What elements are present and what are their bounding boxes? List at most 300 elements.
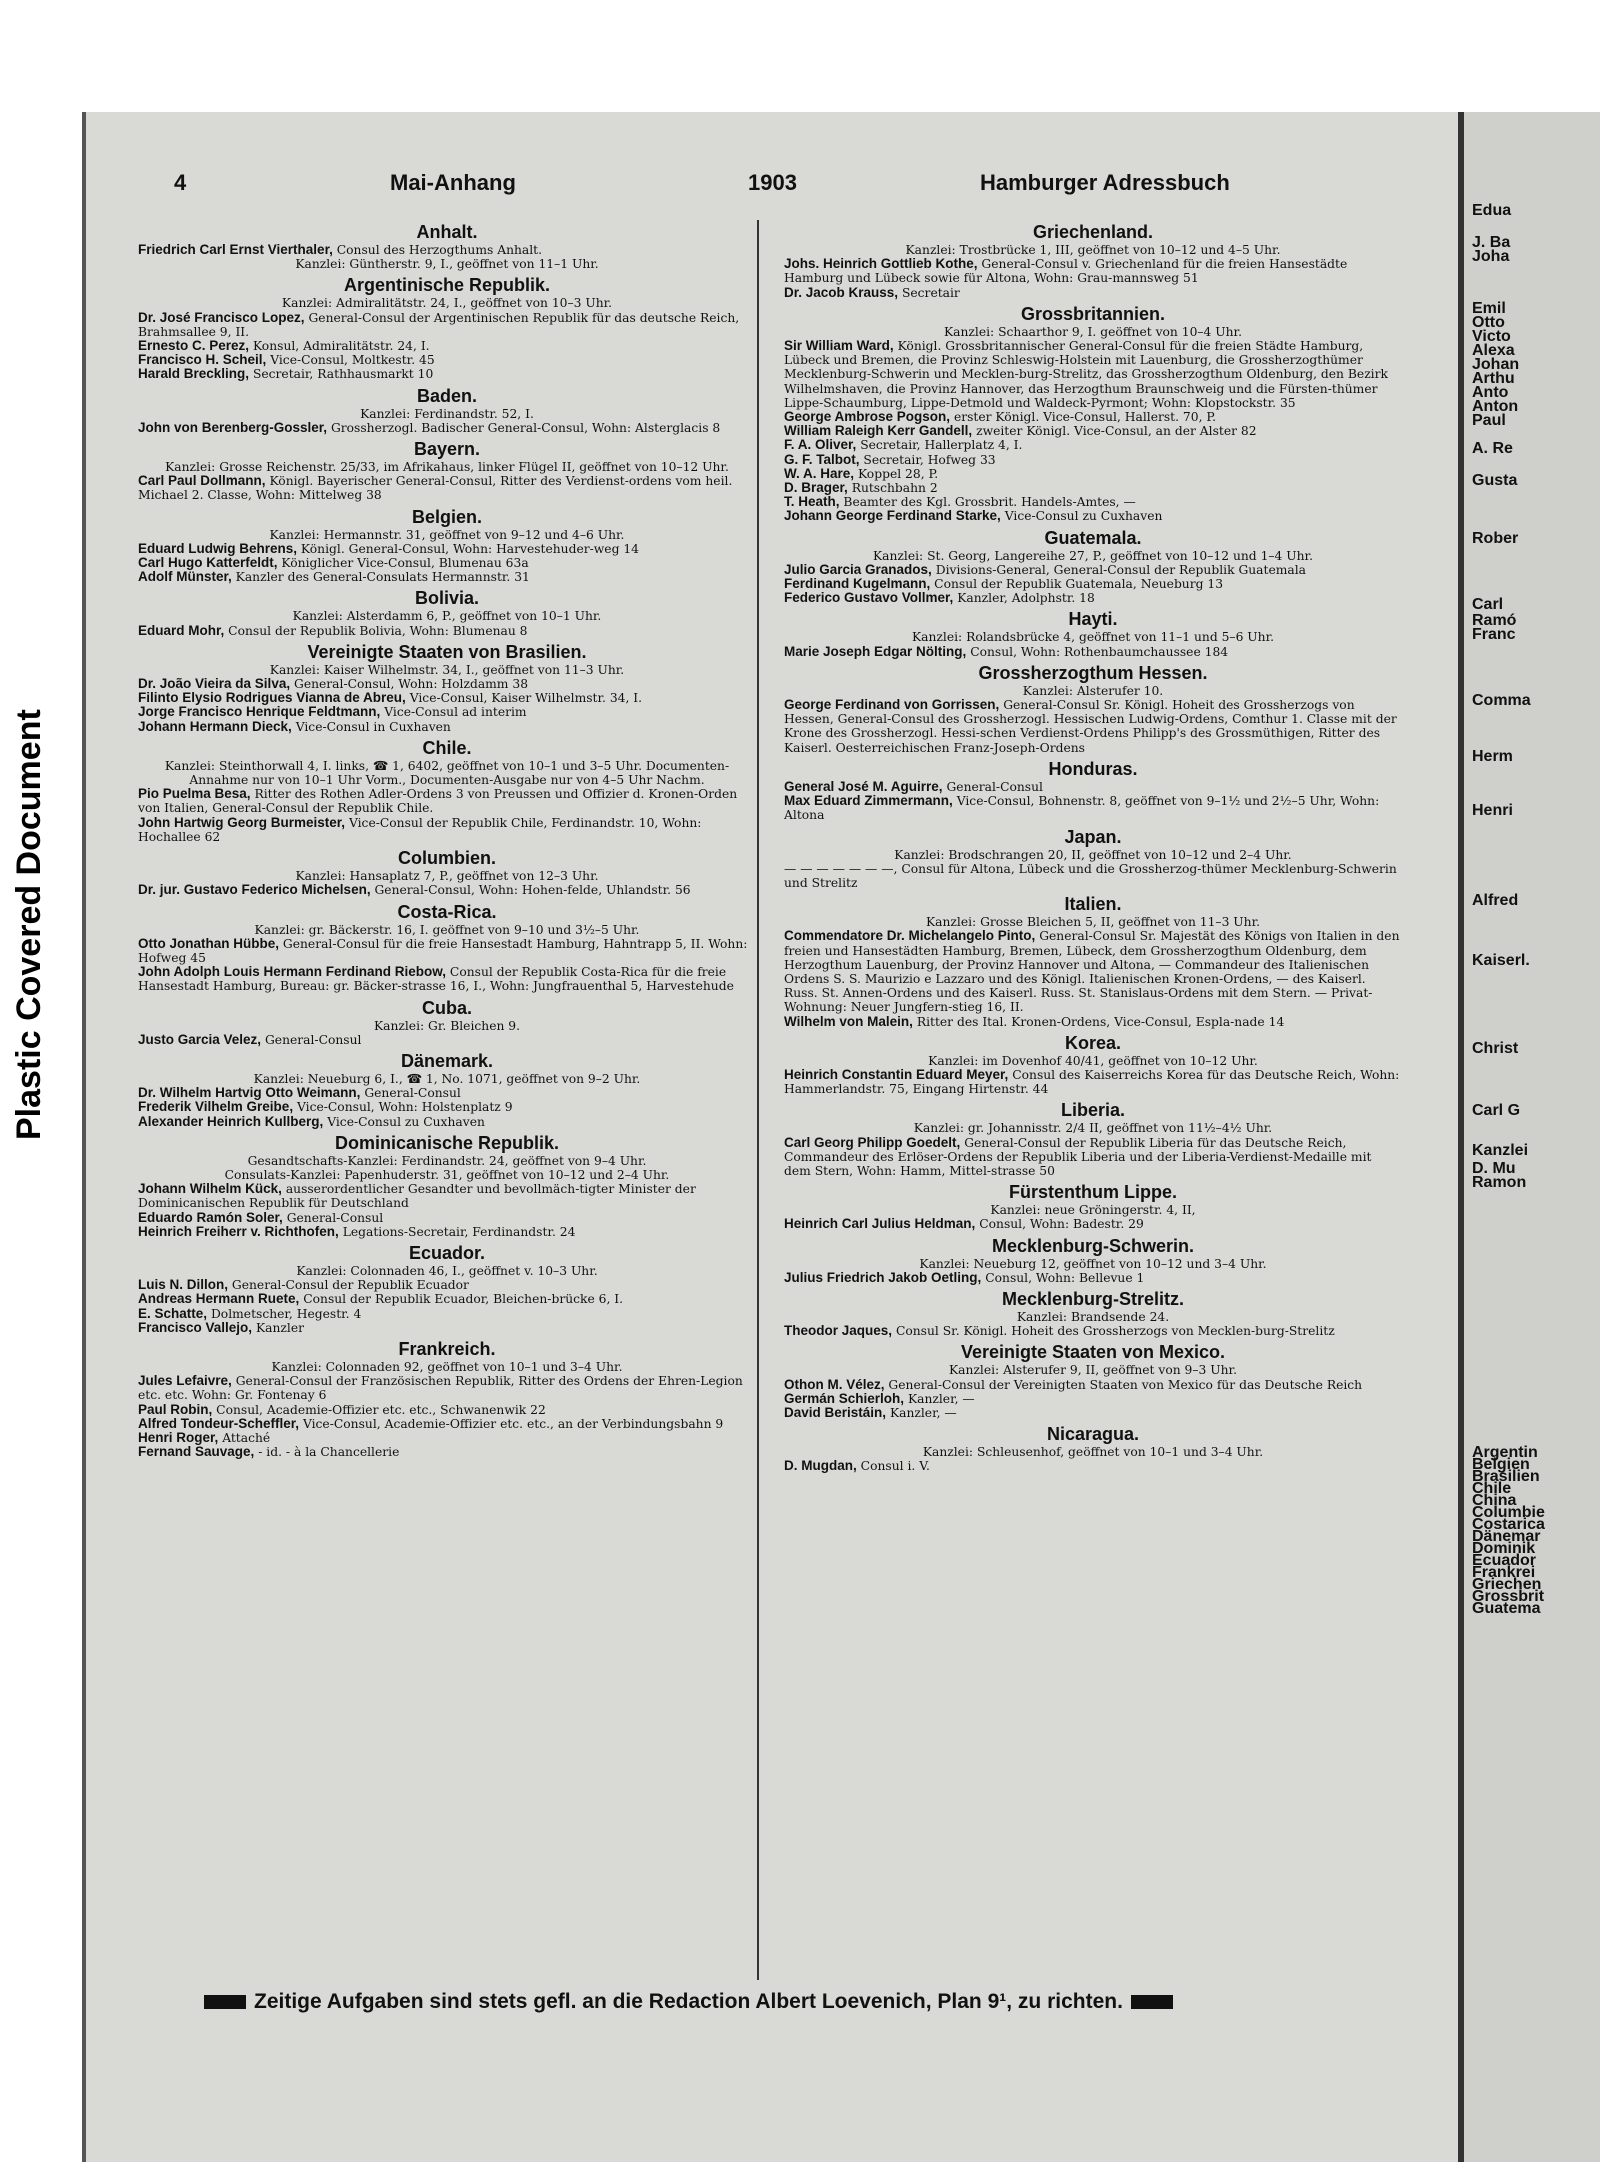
person-name: D. Mugdan, <box>784 1458 857 1474</box>
entry-details: General-Consul, Wohn: Hohen-felde, Uhlandstr. 56 <box>370 883 691 898</box>
entry-details: General-Consul <box>942 779 1043 794</box>
person-name: George Ambrose Pogson, <box>784 409 951 425</box>
adjacent-page-fragment: Belgien <box>1472 1456 1530 1473</box>
person-name: Jules Lefaivre, <box>138 1373 232 1389</box>
consul-entry <box>784 1217 1402 1231</box>
consul-entry <box>138 1445 756 1459</box>
adjacent-page-fragment: Guatema <box>1472 1600 1541 1617</box>
adjacent-page-fragment: Ramó <box>1472 612 1517 629</box>
entry-details: Consul, Academie-Offizier etc. etc., Schwanenwik 22 <box>212 1402 546 1417</box>
person-name: Max Eduard Zimmermann, <box>784 793 953 809</box>
adjacent-page-fragment: Grossbrit <box>1472 1588 1545 1605</box>
consul-entry <box>138 1307 756 1321</box>
adjacent-page-fragment: Alexa <box>1472 342 1515 359</box>
entry-details: Secretair, Hofweg 33 <box>859 452 996 467</box>
office-line: Kanzlei: im Dovenhof 40/41, geöffnet von 10–12 Uhr. <box>928 1053 1258 1068</box>
entry-details: zweiter Königl. Vice-Consul, an der Alster 82 <box>972 424 1257 439</box>
consul-entry <box>784 698 1402 755</box>
consul-entry <box>784 467 1402 481</box>
adjacent-page-fragment: Chile <box>1472 1480 1512 1497</box>
adjacent-page-fragment: Dänemar <box>1472 1528 1541 1545</box>
adjacent-page-fragment: Columbie <box>1472 1504 1545 1521</box>
person-name: Eduardo Ramón Soler, <box>138 1209 283 1225</box>
adjacent-page-fragment: Rober <box>1472 530 1519 547</box>
consul-entry <box>138 1033 756 1047</box>
person-name: Alexander Heinrich Kullberg, <box>138 1113 324 1129</box>
person-name: Julius Friedrich Jakob Oetling, <box>784 1269 982 1285</box>
person-name: Germán Schierloh, <box>784 1390 905 1406</box>
footer-text: Zeitige Aufgaben sind stets gefl. an die Redaction Albert Loevenich, Plan 9¹, zu richten. <box>254 1990 1123 2013</box>
adjacent-page-fragment: A. Re <box>1472 440 1513 457</box>
entry-details: Consul des Herzogthums Anhalt. <box>332 243 543 257</box>
office-line: Kanzlei: Colonnaden 46, I., geöffnet v. 10–3 Uhr. <box>296 1263 598 1278</box>
entry-details: General-Consul <box>360 1086 461 1101</box>
person-name: Johs. Heinrich Gottlieb Kothe, <box>784 256 978 272</box>
country-heading: Vereinigte Staaten von Mexico. <box>960 1342 1226 1363</box>
entry-details: Consul, Wohn: Rothenbaumchaussee 184 <box>966 644 1229 659</box>
person-name: Eduard Mohr, <box>138 622 225 638</box>
entry-details: Vice-Consul der Republik Chile, Ferdinandstr. 10, Wohn: Hochallee 62 <box>138 815 702 844</box>
person-name: Dr. jur. Gustavo Federico Michelsen, <box>138 882 371 898</box>
person-name: Jorge Francisco Henrique Feldtmann, <box>138 704 381 720</box>
person-name: Filinto Elysio Rodrigues Vianna de Abreu, <box>138 690 406 706</box>
office-line: Kanzlei: Alsterufer 10. <box>1022 683 1164 698</box>
person-name: T. Heath, <box>784 494 840 510</box>
person-name: Paul Robin, <box>138 1401 213 1417</box>
person-name: D. Brager, <box>784 480 848 496</box>
adjacent-page-fragment: Arthu <box>1472 370 1515 387</box>
entry-details: Vice-Consul, Bohnenstr. 8, geöffnet von 9–1½ und 2½–5 Uhr, Wohn: Altona <box>784 794 1380 823</box>
country-heading: Griechenland. <box>1032 222 1154 242</box>
person-name: Henri Roger, <box>138 1429 219 1445</box>
person-name: Sir William Ward, <box>784 338 894 354</box>
office-line: Kanzlei: Trostbrücke 1, III, geöffnet von 10–12 und 4–5 Uhr. <box>905 243 1281 257</box>
sidebar-label <box>0 0 70 2177</box>
adjacent-page-fragment: Johan <box>1472 356 1520 373</box>
person-name: Othon M. Vélez, <box>784 1376 885 1392</box>
adjacent-page-fragment: J. Ba <box>1472 234 1511 251</box>
person-name: Luis N. Dillon, <box>138 1277 228 1293</box>
column-divider <box>757 220 759 1980</box>
person-name: Heinrich Freiherr v. Richthofen, <box>138 1223 339 1239</box>
entry-details: Vice-Consul zu Cuxhaven <box>323 1114 485 1129</box>
consul-entry <box>784 1015 1402 1029</box>
consul-entry <box>138 243 756 257</box>
person-name: Ferdinand Kugelmann, <box>784 576 931 592</box>
person-name: E. Schatte, <box>138 1305 208 1321</box>
consul-entry <box>138 1321 756 1335</box>
plastic-covered-label: Plastic Covered Document <box>10 709 48 1140</box>
entry-details: Consul i. V. <box>856 1459 930 1474</box>
consul-entry <box>784 481 1402 495</box>
person-name: John Hartwig Georg Burmeister, <box>138 814 346 830</box>
consul-entry <box>784 1459 1402 1473</box>
consul-entry <box>138 937 756 965</box>
person-name: Frederik Vilhelm Greibe, <box>138 1099 294 1115</box>
entry-details: — — — — — — —, Consul für Altona, Lübeck und die Grossherzog-thümer Mecklenburg-Schwerin und Strelitz <box>784 861 1397 890</box>
office-line: Kanzlei: Neueburg 6, I., ☎ 1, No. 1071, geöffnet von 9–2 Uhr. <box>253 1071 641 1086</box>
country-heading: Guatemala. <box>1044 527 1142 548</box>
consul-entry <box>138 1292 756 1306</box>
consul-entry <box>784 410 1402 424</box>
entry-details: - id. - à la Chancellerie <box>254 1445 400 1460</box>
office-line: Kanzlei: Alsterufer 9, II, geöffnet von 9–3 Uhr. <box>949 1363 1237 1378</box>
consul-entry <box>784 563 1402 577</box>
entry-details: Vice-Consul, Kaiser Wilhelmstr. 34, I. <box>405 691 643 706</box>
consul-entry <box>784 286 1402 300</box>
consul-entry <box>138 542 756 556</box>
year: 1903 <box>748 170 797 195</box>
consul-entry <box>784 794 1402 822</box>
adjacent-page-strip <box>1458 112 1600 2162</box>
adjacent-page-fragment: Anton <box>1472 398 1519 415</box>
country-heading: Mecklenburg-Strelitz. <box>1001 1288 1185 1309</box>
person-name: Theodor Jaques, <box>784 1323 893 1339</box>
entry-details: Rutschbahn 2 <box>847 481 938 496</box>
entry-details: General-Consul v. Griechenland für die freien Hansestädte Hamburg und Lübeck sowie für Altona, Wohn: Grau-mannsweg 51 <box>784 257 1348 286</box>
person-name: Carl Paul Dollmann, <box>138 473 266 489</box>
adjacent-page-fragment: Joha <box>1472 248 1510 265</box>
country-heading: Ecuador. <box>408 1242 486 1263</box>
adjacent-page-fragment: Christ <box>1472 1040 1519 1057</box>
country-heading: Grossbritannien. <box>1020 303 1166 324</box>
person-name: William Raleigh Kerr Gandell, <box>784 423 973 439</box>
consul-entry <box>138 1225 756 1239</box>
office-line: Gesandtschafts-Kanzlei: Ferdinandstr. 24, geöffnet von 9–4 Uhr. <box>247 1153 647 1168</box>
consul-entry <box>784 509 1402 523</box>
entry-details: ausserordentlicher Gesandter und bevollmäch-tigter Minister der Dominicanischen Republik für Deutschland <box>138 1182 696 1211</box>
consul-entry <box>138 1211 756 1225</box>
consul-entry <box>138 1086 756 1100</box>
entry-details: General-Consul Sr. Königl. Hoheit des Grossherzogs von Hessen, General-Consul des Grossherzogl. Hessischen Ludwig-Ordens, Comthur 1. Classe mit der Krone des Grossherzogl. Hessi-schen Verdienst-Ordens Philipp's des Grossmüthigen, Ritter des Kaiserl. Oesterreichischen Franz-Joseph-Ordens <box>784 698 1397 755</box>
entry-details: Consul der Republik Guatemala, Neueburg 13 <box>930 577 1224 592</box>
office-line: Kanzlei: neue Gröningerstr. 4, II, <box>990 1203 1196 1218</box>
adjacent-page-fragment: D. Mu <box>1472 1160 1516 1177</box>
entry-details: Königl. Bayerischer General-Consul, Ritter des Verdienst-ordens vom heil. Michael 2. Classe, Wohn: Mittelweg 38 <box>138 474 733 503</box>
adjacent-page-fragment: Kanzlei <box>1472 1142 1529 1159</box>
person-name: Heinrich Constantin Eduard Meyer, <box>784 1066 1009 1082</box>
office-line: Kanzlei: Grosse Bleichen 5, II, geöffnet von 11–3 Uhr. <box>925 915 1261 930</box>
entry-details: Consul, Wohn: Badestr. 29 <box>975 1217 1144 1232</box>
consul-entry <box>138 677 756 691</box>
pointing-hand-icon <box>1131 1995 1173 2009</box>
office-line: Kanzlei: Brandsende 24. <box>1016 1309 1170 1324</box>
person-name: Otto Jonathan Hübbe, <box>138 935 279 951</box>
page-number: 4 <box>174 170 187 195</box>
entry-details: Königl. Grossbritannischer General-Consul für die freien Städte Hamburg, Lübeck und Bremen, die Provinz Schleswig-Holstein mit Lauenburg, die Grossherzogthümer Mecklenburg-Schwerin und Mecklen-burg-Strelitz, das Grossherzogthum Oldenburg, den Bezirk Wilhelmshaven, die Provinz Hannover, das Herzogthum Braunschweig und die Fürsten-thümer Lippe-Schaumburg, Lippe-Detmold und Waldeck-Pyrmont; Wohn: Klopstockstr. 35 <box>784 339 1388 410</box>
adjacent-page-fragment: Victo <box>1472 328 1511 345</box>
person-name: Justo Garcia Velez, <box>138 1031 262 1047</box>
consul-entry <box>784 1406 1402 1420</box>
pointing-hand-icon <box>204 1995 246 2009</box>
adjacent-page-fragment: Brasilien <box>1472 1468 1540 1485</box>
entry-details: Consul, Wohn: Bellevue 1 <box>981 1270 1145 1285</box>
consul-entry <box>138 883 756 897</box>
person-name: Heinrich Carl Julius Heldman, <box>784 1216 976 1232</box>
consul-entry <box>784 1271 1402 1285</box>
office-line: Kanzlei: Alsterdamm 6, P., geöffnet von 10–1 Uhr. <box>292 609 602 624</box>
consul-entry <box>784 577 1402 591</box>
person-name: W. A. Hare, <box>784 465 855 481</box>
country-heading: Bayern. <box>413 439 481 460</box>
entry-details: Secretair <box>898 285 960 300</box>
consul-entry <box>138 965 756 993</box>
entry-details: General-Consul <box>261 1032 362 1047</box>
person-name: Pio Puelma Besa, <box>138 786 251 802</box>
person-name: Francisco Vallejo, <box>138 1319 253 1335</box>
consul-entry <box>784 862 1402 890</box>
adjacent-page-fragment: Comma <box>1472 692 1531 709</box>
person-name: Dr. José Francisco Lopez, <box>138 309 305 325</box>
entry-details: General-Consul der Vereinigten Staaten von Mexico für das Deutsche Reich <box>884 1377 1363 1392</box>
adjacent-page-fragment: Paul <box>1472 412 1506 429</box>
office-line: Kanzlei: Hermannstr. 31, geöffnet von 9–12 und 4–6 Uhr. <box>269 527 625 542</box>
office-line: Kanzlei: Kaiser Wilhelmstr. 34, I., geöffnet von 11–3 Uhr. <box>269 662 625 677</box>
adjacent-page-fragment: Anto <box>1472 384 1509 401</box>
book-title: Hamburger Adressbuch <box>980 170 1230 195</box>
entry-details: Koppel 28, P. <box>854 466 939 481</box>
adjacent-page-fragment: Franc <box>1472 626 1516 643</box>
consul-entry <box>138 1431 756 1445</box>
consul-entry <box>138 624 756 638</box>
entry-details: Vice-Consul, Wohn: Holstenplatz 9 <box>293 1100 513 1115</box>
country-heading: Korea. <box>1064 1032 1122 1053</box>
office-line: Kanzlei: Steinthorwall 4, I. links, ☎ 1, 6402, geöffnet von 10–1 und 3–5 Uhr. Documenten-Annahme nur von 10–1 Uhr Vorm., Documenten-Ausgabe nur von 4–5 Uhr Nachm. <box>164 758 730 788</box>
person-name: General José M. Aguirre, <box>784 778 943 794</box>
country-heading: Costa-Rica. <box>397 901 497 922</box>
entry-details: General-Consul <box>282 1210 384 1225</box>
person-name: Eduard Ludwig Behrens, <box>138 540 298 556</box>
entry-details: Kanzler, — <box>886 1405 957 1420</box>
entry-details: Consul der Republik Ecuador, Bleichen-brücke 6, I. <box>299 1292 624 1307</box>
office-line: Kanzlei: Schleusenhof, geöffnet von 10–1 und 3–4 Uhr. <box>922 1445 1264 1460</box>
person-name: Alfred Tondeur-Scheffler, <box>138 1415 300 1431</box>
consul-entry <box>138 1417 756 1431</box>
office-line: Kanzlei: Colonnaden 92, geöffnet von 10–1 und 3–4 Uhr. <box>271 1359 623 1374</box>
consul-entry <box>138 367 756 381</box>
entry-details: Vice-Consul in Cuxhaven <box>291 719 451 734</box>
office-line: Kanzlei: Schaarthor 9, I. geöffnet von 10–4 Uhr. <box>943 324 1242 339</box>
consul-entry <box>784 339 1402 410</box>
consul-entry <box>138 705 756 719</box>
entry-details: Consul der Republik Costa-Rica für die freie Hansestadt Hamburg, Bureau: gr. Bäcker-strasse 16, I., Wohn: Jungfrauenthal 5, Harvestehude <box>138 965 734 994</box>
person-name: Andreas Hermann Ruete, <box>138 1291 300 1307</box>
entry-details: Königl. General-Consul, Wohn: Harvestehuder-weg 14 <box>297 541 640 556</box>
entry-details: General-Consul Sr. Majestät des Königs von Italien in den freien und Hansestädten Hamburg, Bremen, Lübeck, dem Grossherzogthum Oldenburg, dem Herzogthum Lauenburg, der Provinz Hannover und Altona, — Commandeur des Italienischen Ordens S. S. Maurizio e Lazzaro und des Königl. Italienischen Kronen-Ordens, — des Kaiserl. Russ. St. Annen-Ordens und des Kaiserl. Russ. St. Stanislaus-Ordens mit dem Stern. — Privat-Wohnung: Neuer Jungfern-stieg 16, II. <box>784 929 1400 1015</box>
country-heading: Cuba. <box>421 997 472 1018</box>
section-title: Mai-Anhang <box>390 170 516 195</box>
consul-entry <box>784 591 1402 605</box>
adjacent-page-fragment: Frankrei <box>1472 1564 1536 1581</box>
person-name: Friedrich Carl Ernst Vierthaler, <box>138 242 333 257</box>
entry-details: Secretair, Hallerplatz 4, I. <box>856 438 1023 453</box>
consul-entry <box>784 1378 1402 1392</box>
adjacent-page-fragment: Edua <box>1472 202 1512 219</box>
entry-details: Beamter des Kgl. Grossbrit. Handels-Amtes, — <box>839 495 1136 510</box>
person-name: John von Berenberg-Gossler, <box>138 419 328 435</box>
person-name: Commendatore Dr. Michelangelo Pinto, <box>784 928 1036 944</box>
person-name: Fernand Sauvage, <box>138 1444 255 1460</box>
country-heading: Italien. <box>1064 894 1122 915</box>
adjacent-page-fragment: Carl <box>1472 596 1504 613</box>
office-line: Kanzlei: St. Georg, Langereihe 27, P., geöffnet von 10–12 und 1–4 Uhr. <box>872 548 1313 563</box>
consul-entry <box>138 1182 756 1210</box>
consul-entry <box>138 1403 756 1417</box>
consul-entry <box>138 1374 756 1402</box>
consul-entry <box>784 929 1402 1014</box>
consul-entry <box>138 570 756 584</box>
entry-details: Vice-Consul, Academie-Offizier etc. etc., an der Verbindungsbahn 9 <box>299 1416 724 1431</box>
consul-entry <box>138 311 756 339</box>
country-heading: Dominicanische Republik. <box>334 1132 560 1153</box>
entry-details: General-Consul, Wohn: Holzdamm 38 <box>290 677 529 692</box>
country-heading: Dänemark. <box>400 1050 494 1071</box>
office-line: Kanzlei: Güntherstr. 9, I., geöffnet von 11–1 Uhr. <box>295 257 599 272</box>
entry-details: Vice-Consul zu Cuxhaven <box>1000 509 1163 524</box>
entry-details: General-Consul für die freie Hansestadt Hamburg, Hahntrapp 5, II. Wohn: Hofweg 45 <box>138 936 748 965</box>
person-name: Harald Breckling, <box>138 366 250 382</box>
country-heading: Columbien. <box>398 848 496 869</box>
adjacent-page-fragment: Kaiserl. <box>1472 952 1530 969</box>
person-name: Federico Gustavo Vollmer, <box>784 590 954 606</box>
right-column <box>784 218 1402 1474</box>
office-line: Kanzlei: Admiralitätstr. 24, I., geöffnet von 10–3 Uhr. <box>281 296 613 311</box>
adjacent-page-fragment: Dominik <box>1472 1540 1536 1557</box>
footer-notice <box>196 1990 1296 2014</box>
entry-details: Ritter des Rothen Adler-Ordens 3 von Preussen und Offizier d. Kronen-Orden von Italien, General-Consul der Republik Chile. <box>138 787 738 816</box>
adjacent-page-fragment: Alfred <box>1472 892 1519 909</box>
office-line: Kanzlei: Ferdinandstr. 52, I. <box>360 406 534 421</box>
person-name: F. A. Oliver, <box>784 437 857 453</box>
entry-details: Kanzler <box>252 1320 304 1335</box>
country-heading: Frankreich. <box>398 1338 496 1359</box>
country-heading: Japan. <box>1064 826 1122 847</box>
consul-entry <box>138 474 756 502</box>
consul-entry <box>138 691 756 705</box>
country-heading: Anhalt. <box>416 222 478 242</box>
country-heading: Liberia. <box>1060 1100 1126 1121</box>
entry-details: Kanzler des General-Consulats Hermannstr. 31 <box>231 570 530 585</box>
entry-details: Kanzler, Adolphstr. 18 <box>953 591 1095 606</box>
person-name: Francisco H. Scheil, <box>138 352 267 368</box>
consul-entry <box>138 720 756 734</box>
adjacent-page-fragment: Griechen <box>1472 1576 1542 1593</box>
consul-entry <box>138 1115 756 1129</box>
country-heading: Chile. <box>422 737 472 758</box>
country-heading: Mecklenburg-Schwerin. <box>991 1235 1195 1256</box>
consul-entry <box>784 1068 1402 1096</box>
office-line: Kanzlei: gr. Bäckerstr. 16, I. geöffnet von 9–10 und 3½–5 Uhr. <box>254 922 640 937</box>
office-line: Kanzlei: gr. Johannisstr. 2/4 II, geöffnet von 11½–4½ Uhr. <box>913 1121 1273 1136</box>
consul-entry <box>784 453 1402 467</box>
person-name: Julio Garcia Granados, <box>784 561 932 577</box>
adjacent-page-fragment: Ramon <box>1472 1174 1527 1191</box>
adjacent-page-fragment: Carl G <box>1472 1102 1521 1119</box>
person-name: Johann Wilhelm Kück, <box>138 1181 282 1197</box>
consul-entry <box>138 816 756 844</box>
adjacent-page-fragment: Ecuador <box>1472 1552 1537 1569</box>
adjacent-page-fragment: Henri <box>1472 802 1513 819</box>
country-heading: Hayti. <box>1068 609 1118 630</box>
entry-details: erster Königl. Vice-Consul, Hallerst. 70, P. <box>950 410 1217 425</box>
country-heading: Argentinische Republik. <box>343 275 551 296</box>
consul-entry <box>138 787 756 815</box>
country-heading: Vereinigte Staaten von Brasilien. <box>307 641 587 662</box>
left-column <box>138 218 756 1459</box>
consul-entry <box>784 438 1402 452</box>
person-name: Marie Joseph Edgar Nölting, <box>784 643 967 659</box>
person-name: Ernesto C. Perez, <box>138 338 250 354</box>
adjacent-page-fragment: Herm <box>1472 748 1513 765</box>
person-name: Johann George Ferdinand Starke, <box>784 508 1001 524</box>
entry-details: Secretair, Rathhausmarkt 10 <box>249 367 434 382</box>
person-name: Adolf Münster, <box>138 569 232 585</box>
entry-details: Ritter des Ital. Kronen-Ordens, Vice-Consul, Espla-nade 14 <box>912 1014 1285 1029</box>
country-heading: Grossherzogthum Hessen. <box>978 662 1208 683</box>
person-name: George Ferdinand von Gorrissen, <box>784 697 1000 713</box>
consul-entry <box>784 257 1402 285</box>
entry-details: Dolmetscher, Hegestr. 4 <box>207 1306 362 1321</box>
entry-details: Grossherzogl. Badischer General-Consul, Wohn: Alsterglacis 8 <box>327 420 721 435</box>
entry-details: Divisions-General, General-Consul der Republik Guatemala <box>931 562 1306 577</box>
adjacent-page-fragment: China <box>1472 1492 1517 1509</box>
consul-entry <box>138 556 756 570</box>
office-line: Kanzlei: Neueburg 12, geöffnet von 10–12 und 3–4 Uhr. <box>919 1256 1267 1271</box>
adjacent-page-fragment: Emil <box>1472 300 1506 317</box>
entry-details: Consul des Kaiserreichs Korea für das Deutsche Reich, Wohn: Hammerlandstr. 75, Eingang Hirtenstr. 44 <box>784 1067 1400 1097</box>
consul-entry <box>784 1392 1402 1406</box>
person-name: Dr. Jacob Krauss, <box>784 284 899 300</box>
office-line: Kanzlei: Rolandsbrücke 4, geöffnet von 11–1 und 5–6 Uhr. <box>911 630 1275 645</box>
consul-entry <box>138 421 756 435</box>
entry-details: General-Consul der Französischen Republik, Ritter des Ordens der Ehren-Legion etc. etc. Wohn: Gr. Fontenay 6 <box>138 1374 743 1403</box>
country-heading: Nicaragua. <box>1046 1424 1140 1445</box>
person-name: Carl Hugo Katterfeldt, <box>138 555 278 571</box>
entry-details: General-Consul der Republik Ecuador <box>228 1278 469 1293</box>
adjacent-page-fragment: Otto <box>1472 314 1505 331</box>
person-name: G. F. Talbot, <box>784 451 860 467</box>
entry-details: Vice-Consul, Moltkestr. 45 <box>266 353 435 368</box>
consul-entry <box>138 339 756 353</box>
office-line: Kanzlei: Gr. Bleichen 9. <box>373 1018 521 1033</box>
consul-entry <box>784 645 1402 659</box>
person-name: Dr. Wilhelm Hartvig Otto Weimann, <box>138 1085 361 1101</box>
consul-entry <box>784 424 1402 438</box>
country-heading: Belgien. <box>411 506 482 527</box>
person-name: David Beristáin, <box>784 1404 887 1420</box>
office-line: Kanzlei: Brodschrangen 20, II, geöffnet von 10–12 und 2–4 Uhr. <box>894 847 1292 862</box>
entry-details: General-Consul der Argentinischen Republik für das deutsche Reich, Brahmsallee 9, II. <box>138 310 740 339</box>
country-heading: Baden. <box>416 385 477 406</box>
office-line: Kanzlei: Grosse Reichenstr. 25/33, im Afrikahaus, linker Flügel II, geöffnet von 10–12 Uhr. <box>165 460 729 475</box>
entry-details: Attaché <box>218 1430 271 1445</box>
country-heading: Honduras. <box>1048 758 1138 779</box>
entry-details: Kanzler, — <box>904 1391 975 1406</box>
country-heading: Bolivia. <box>414 588 480 609</box>
consul-entry <box>138 1100 756 1114</box>
country-heading: Fürstenthum Lippe. <box>1009 1182 1177 1203</box>
entry-details: Consul der Republik Bolivia, Wohn: Blumenau 8 <box>224 623 528 638</box>
entry-details: Consul Sr. Königl. Hoheit des Grossherzogs von Mecklen-burg-Strelitz <box>892 1324 1335 1339</box>
person-name: Carl Georg Philipp Goedelt, <box>784 1134 961 1150</box>
entry-details: Legations-Secretair, Ferdinandstr. 24 <box>338 1224 576 1239</box>
consul-entry <box>784 1136 1402 1179</box>
entry-details: Königlicher Vice-Consul, Blumenau 63a <box>277 556 529 571</box>
consul-entry <box>784 1324 1402 1338</box>
person-name: John Adolph Louis Hermann Ferdinand Riebow, <box>138 964 447 980</box>
person-name: Wilhelm von Malein, <box>784 1013 913 1029</box>
office-line: Kanzlei: Hansaplatz 7, P., geöffnet von 12–3 Uhr. <box>295 869 599 884</box>
